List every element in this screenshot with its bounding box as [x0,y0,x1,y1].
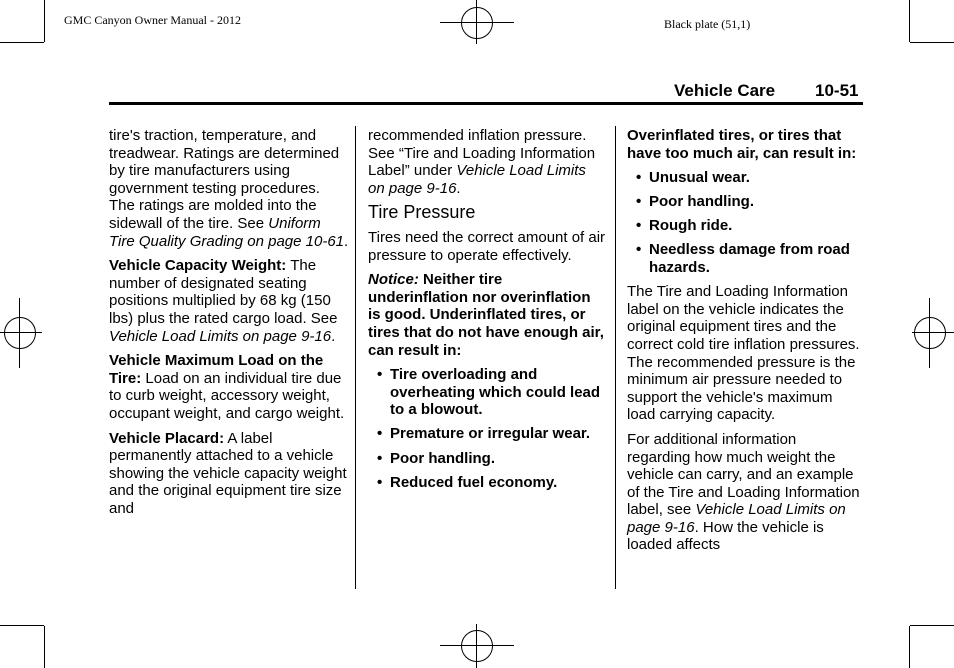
section-heading: Tire Pressure [368,202,476,223]
list-item: • Reduced fuel economy. [368,474,606,492]
crop-mark [909,0,910,42]
paragraph: The Tire and Loading Information label on the vehicle indicates the original equipment tires and the correct cold tire inflation pressures. The recommended pressure is the minimum air pressure needed to support the vehicle's maximum load carrying capacity. [627,283,860,424]
crop-mark [0,42,44,43]
crop-mark [44,0,45,42]
bullet-list [627,169,863,276]
definition-paragraph: Vehicle Placard: A label permanently attached to a vehicle showing the vehicle capacity weight and the original equipment tire size and [109,429,347,517]
column-1 [109,127,349,524]
crop-mark [909,626,910,668]
list-item: • Poor handling. [368,450,606,468]
paragraph: For additional information regarding how much weight the vehicle can carry, and an example of the Tire and Loading Information label, see Vehicle Load Limits on page 9-16. How the vehicle is loaded affects [627,430,860,554]
notice-label: Notice: [368,271,419,289]
definition-term: Vehicle Placard: [109,429,225,447]
cross-reference: Uniform Tire Quality Grading on page 10-61 [109,214,345,250]
definition-paragraph: Vehicle Capacity Weight: The number of designated seating positions multiplied by 68 kg (150 lbs) plus the rated cargo load. See Vehicle Load Limits on page 9-16. [109,257,338,345]
paragraph: tire's traction, temperature, and treadwear. Ratings are determined by tire manufacturers using government testing procedures. The ratings are molded into the sidewall of the tire. See Uniform Tire Quality Grading on page 10-61. [109,127,349,250]
page-number: 10-51 [815,81,859,100]
list-item: • Poor handling. [627,193,863,211]
definition-paragraph: Vehicle Maximum Load on the Tire: Load on an individual tire due to curb weight, accessory weight, occupant weight, and cargo weight. [109,352,345,422]
plate-label: Black plate (51,1) [664,17,751,31]
list-item: • Unusual wear. [627,169,863,187]
column-divider [355,126,356,589]
crop-mark [910,625,954,626]
header-rule [109,102,863,105]
list-item: • Premature or irregular wear. [368,425,606,443]
crop-mark [910,42,954,43]
crop-mark [44,626,45,668]
cross-reference: Vehicle Load Limits on page 9-16 [368,162,586,197]
list-item: • Rough ride. [627,217,863,235]
cross-reference: Vehicle Load Limits on page 9-16 [109,327,332,345]
paragraph: recommended inflation pressure. See “Tire and Loading Information Label” under Vehicle Load Limits on page 9-16. [368,127,596,197]
list-item: • Needless damage from road hazards. [627,241,863,276]
section-title: Vehicle Care [674,81,776,100]
column-3 [627,127,863,561]
column-2 [368,127,606,498]
crop-mark [0,625,44,626]
paragraph: Tires need the correct amount of air pressure to operate effectively. [368,228,606,264]
paragraph: Overinflated tires, or tires that have too much air, can result in: [627,127,857,162]
list-item: • Tire overloading and overheating which could lead to a blowout. [368,366,606,419]
cross-reference: Vehicle Load Limits on page 9-16 [627,501,846,536]
column-divider [615,126,616,589]
bullet-list [368,366,606,491]
document-title: GMC Canyon Owner Manual - 2012 [64,13,241,27]
notice-paragraph: Notice: Neither tire underinflation nor overinflation is good. Underinflated tires, or tires that do not have enough air, can result in: [368,271,604,359]
definition-term: Vehicle Capacity Weight: [109,257,287,275]
definition-term: Vehicle Maximum Load on the Tire: [109,352,324,387]
